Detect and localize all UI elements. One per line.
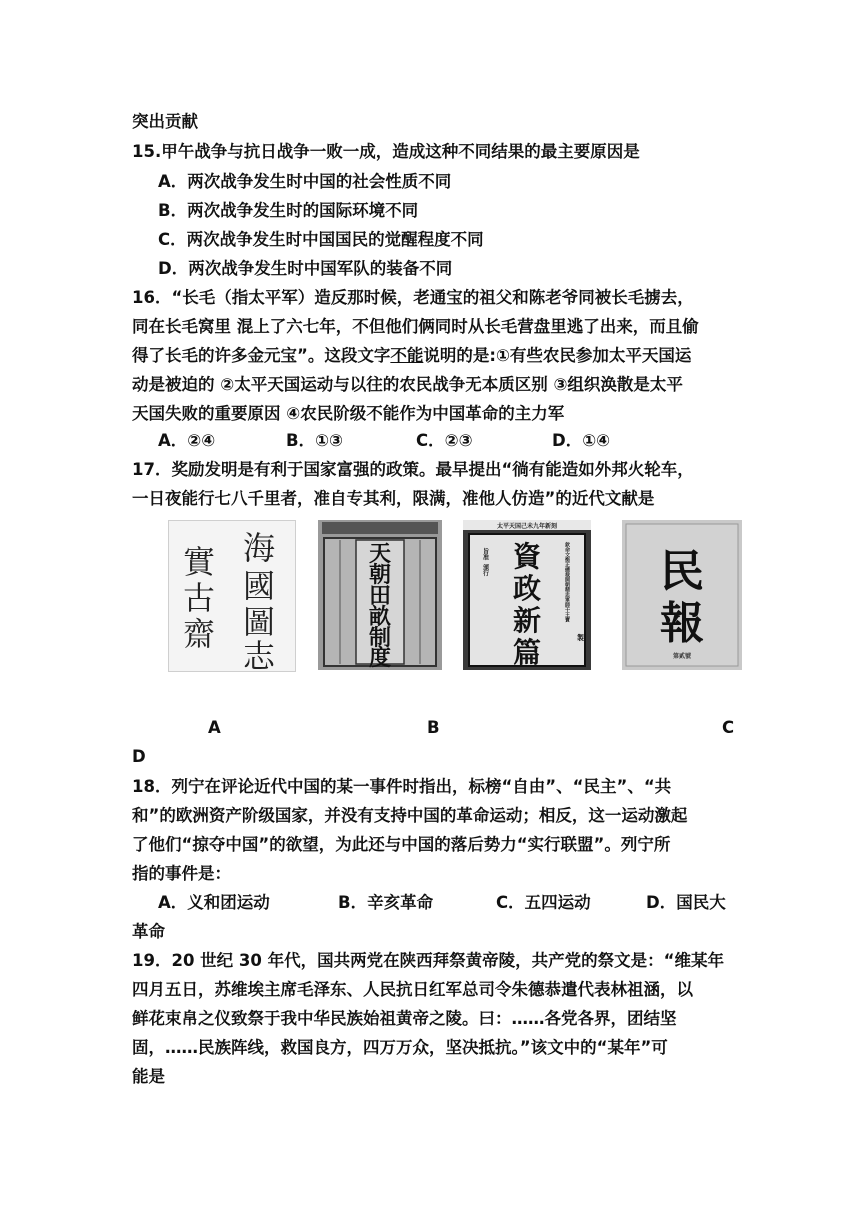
image-a-char: 志 <box>243 637 276 671</box>
option-15d: D．两次战争发生时中国军队的装备不同 <box>158 259 453 278</box>
option-18c: C．五四运动 <box>496 893 591 912</box>
question-19-line-1: 19．20 世纪 30 年代，国共两党在陕西拜祭黄帝陵，共产党的祭文是：“维某年 <box>132 951 724 970</box>
image-c-char: 篇 <box>512 636 542 669</box>
question-16-line-4: 动是被迫的 ②太平天国运动与以往的农民战争无本质区别 ③组织涣散是太平 <box>132 375 683 394</box>
question-19-line-4: 固，……民族阵线，救国良方，四万万众，坚决抵抗。”该文中的“某年”可 <box>132 1038 668 1057</box>
option-18a: A．义和团运动 <box>158 893 270 912</box>
image-d-svg <box>622 520 742 670</box>
question-16-line-5: 天国失败的重要原因 ④农民阶级不能作为中国革命的主力军 <box>132 404 565 423</box>
question-16-text: 说明的是:①有些农民参加太平天国运 <box>423 346 692 365</box>
question-16-line-2: 同在长毛窝里 混上了六七年，不但他们俩同时从长毛营盘里逃了出来，而且偷 <box>132 317 699 336</box>
option-15b: B．两次战争发生时的国际环境不同 <box>158 201 419 220</box>
question-19-line-5: 能是 <box>132 1067 165 1086</box>
underlined-word: 不能 <box>390 346 424 365</box>
image-label-a: A <box>208 718 221 737</box>
question-18-line-4: 指的事件是： <box>132 864 231 883</box>
image-a-char: 國 <box>243 567 276 605</box>
image-a-char: 齋 <box>183 615 216 653</box>
question-16-line-3 <box>132 346 691 366</box>
question-19-line-3: 鲜花束帛之仪致祭于我中华民族始祖黄帝之陵。曰：……各党各界，团结坚 <box>132 1009 677 1028</box>
option-18d: D．国民大 <box>646 893 726 912</box>
image-c-small: 旨准 <box>481 548 489 560</box>
image-a-char: 圖 <box>243 603 276 641</box>
image-b-char: 度 <box>368 645 392 670</box>
image-b-char: 畝 <box>368 604 392 630</box>
image-a-char: 實 <box>183 543 216 581</box>
image-d-small: 第貳號 <box>672 653 692 660</box>
option-15a: A．两次战争发生时中国的社会性质不同 <box>158 172 452 191</box>
question-15: 15.甲午战争与抗日战争一败一成，造成这种不同结果的最主要原因是 <box>132 142 640 161</box>
image-c-sign: 製 <box>577 634 584 642</box>
image-a-char: 古 <box>183 579 216 617</box>
image-c-svg <box>463 520 591 670</box>
question-16-text: 得了长毛的许多金元宝”。这段文字 <box>132 346 391 365</box>
question-18-line-3: 了他们“掠夺中国”的欲望，为此还与中国的落后势力“实行联盟”。列宁所 <box>132 835 671 854</box>
image-c-side: 欽命文衡正總裁開朝精忠軍師干王寶 <box>564 542 570 622</box>
image-haiguo-tuzhi <box>168 520 296 672</box>
image-d-char: 民 <box>660 546 704 597</box>
question-17-line-2: 一日夜能行七八千里者，准自专其利，限满，准他人仿造”的近代文献是 <box>132 489 655 508</box>
option-16b: B．①③ <box>286 431 344 450</box>
image-label-b: B <box>427 718 440 737</box>
image-c-char: 資 <box>512 540 542 573</box>
image-c-char: 新 <box>512 604 542 637</box>
text-line: 突出贡献 <box>132 112 198 131</box>
option-15c: C．两次战争发生时中国国民的觉醒程度不同 <box>158 230 484 249</box>
option-16c: C．②③ <box>416 431 473 450</box>
image-label-d: D <box>132 747 146 766</box>
image-b-char: 制 <box>368 625 392 651</box>
option-16a: A．②④ <box>158 431 216 450</box>
image-a-char: 海 <box>243 529 276 567</box>
image-d-char: 報 <box>660 598 704 649</box>
question-18-line-2: 和”的欧洲资产阶级国家，并没有支持中国的革命运动；相反，这一运动激起 <box>132 806 688 825</box>
image-a-svg <box>169 521 295 671</box>
image-c-header: 太平天国己未九年新刻 <box>496 523 558 530</box>
image-b-char: 田 <box>368 583 392 609</box>
image-minbao <box>622 520 742 670</box>
image-label-c: C <box>722 718 735 737</box>
option-18b: B．辛亥革命 <box>338 893 434 912</box>
option-18d-wrap: 革命 <box>132 922 165 941</box>
image-b-char: 天 <box>368 541 392 567</box>
question-17-line-1: 17．奖励发明是有利于国家富强的政策。最早提出“徜有能造如外邦火轮车， <box>132 460 694 479</box>
image-zizheng-xinpian <box>463 520 591 670</box>
image-c-char: 政 <box>512 572 542 605</box>
image-c-small: 頒行 <box>481 564 489 576</box>
image-tianchao-tianmu <box>318 520 442 670</box>
question-19-line-2: 四月五日，苏维埃主席毛泽东、人民抗日红军总司令朱德恭遣代表林祖涵，以 <box>132 980 693 999</box>
image-b-char: 朝 <box>368 562 392 588</box>
image-b-svg <box>318 520 442 670</box>
question-18-line-1: 18．列宁在评论近代中国的某一事件时指出，标榜“自由”、“民主”、“共 <box>132 777 672 796</box>
option-16d: D．①④ <box>552 431 611 450</box>
question-16-line-1: 16．“长毛（指太平军）造反那时候，老通宝的祖父和陈老爷同被长毛掳去， <box>132 288 694 307</box>
